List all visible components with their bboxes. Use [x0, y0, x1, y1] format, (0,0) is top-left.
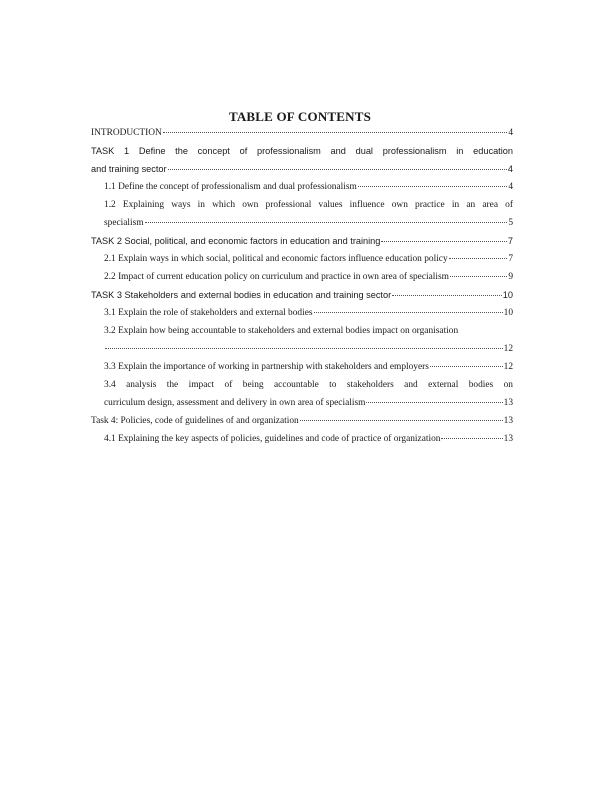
- toc-entry-text-continued: and training sector: [91, 164, 167, 174]
- toc-entry-introduction[interactable]: [91, 124, 513, 142]
- toc-entry-3-1[interactable]: [104, 304, 513, 322]
- dot-leader: [163, 132, 507, 133]
- toc-entry-text: TASK 1 Define the concept of professionalism and dual professionalism in education: [91, 146, 513, 156]
- toc-page-number: 4: [508, 182, 513, 192]
- dot-leader: [300, 420, 503, 421]
- dot-leader: [430, 366, 503, 367]
- dot-leader: [358, 186, 508, 187]
- page-title: TABLE OF CONTENTS: [228, 109, 372, 124]
- toc-entry-text: 1.1 Define the concept of professionalism and dual professionalism: [104, 182, 357, 192]
- toc-entry-2-1[interactable]: [104, 250, 513, 268]
- toc-page-number: 12: [503, 362, 513, 372]
- dot-leader: [366, 402, 502, 403]
- toc-page-number: 5: [508, 218, 513, 228]
- toc-entry-1-2[interactable]: [104, 196, 513, 232]
- toc-entry-task-2[interactable]: [91, 232, 513, 250]
- toc-entry-text: 3.2 Explain how being accountable to stakeholders and external bodies impact on organisation: [104, 326, 459, 336]
- dot-leader: [392, 295, 502, 296]
- toc-page-number: 13: [503, 416, 513, 426]
- toc-entry-2-2[interactable]: [104, 268, 513, 286]
- toc-entry-text: 2.2 Impact of current education policy on curriculum and practice in own area of specialism: [104, 272, 449, 282]
- toc-entry-3-3[interactable]: [104, 358, 513, 376]
- dot-leader: [441, 438, 502, 439]
- toc-entry-text-continued: specialism: [104, 218, 144, 228]
- toc-entry-3-4[interactable]: [104, 376, 513, 412]
- dot-leader: [168, 169, 507, 170]
- toc-entry-text: INTRODUCTION: [91, 128, 162, 138]
- toc-entry-text: 2.1 Explain ways in which social, political and economic factors influence education policy: [104, 254, 448, 264]
- dot-leader: [105, 348, 503, 349]
- toc-entry-task-1[interactable]: [91, 142, 513, 178]
- toc-entry-text: TASK 3 Stakeholders and external bodies in education and training sector: [91, 290, 392, 300]
- toc-entry-1-1[interactable]: [104, 178, 513, 196]
- toc-entry-text: 3.3 Explain the importance of working in partnership with stakeholders and employers: [104, 362, 429, 372]
- toc-entry-task-3[interactable]: [91, 286, 513, 304]
- toc-page-number: 4: [508, 128, 513, 138]
- toc-entry-text: 1.2 Explaining ways in which own professional values influence own practice in an area of: [104, 200, 513, 210]
- toc-entry-3-2[interactable]: [104, 322, 513, 358]
- toc-entry-text: 3.4 analysis the impact of being accountable to stakeholders and external bodies on: [104, 380, 513, 390]
- toc-page-number: 9: [508, 272, 513, 282]
- toc-entry-task-4[interactable]: [91, 412, 513, 430]
- dot-leader: [381, 241, 506, 242]
- toc-page-number: 7: [507, 236, 513, 246]
- toc-entry-text: 4.1 Explaining the key aspects of policies, guidelines and code of practice of organization: [104, 434, 441, 444]
- toc-page-number: 13: [503, 398, 513, 408]
- toc-page-number: 13: [503, 434, 513, 444]
- toc-page-number: 12: [503, 344, 513, 354]
- toc-page-number: 4: [507, 164, 513, 174]
- toc-entry-text: TASK 2 Social, political, and economic factors in education and training: [91, 236, 381, 246]
- toc-entry-4-1[interactable]: [104, 430, 513, 448]
- table-of-contents: [91, 124, 513, 448]
- toc-entry-text: Task 4: Policies, code of guidelines of and organization: [91, 416, 299, 426]
- toc-page-number: 7: [508, 254, 513, 264]
- dot-leader: [314, 312, 503, 313]
- dot-leader: [450, 276, 507, 277]
- dot-leader: [145, 222, 508, 223]
- toc-page-number: 10: [503, 308, 513, 318]
- toc-page-number: 10: [502, 290, 513, 300]
- toc-entry-text-continued: curriculum design, assessment and delivery in own area of specialism: [104, 398, 366, 408]
- toc-entry-text: 3.1 Explain the role of stakeholders and external bodies: [104, 308, 313, 318]
- dot-leader: [449, 258, 508, 259]
